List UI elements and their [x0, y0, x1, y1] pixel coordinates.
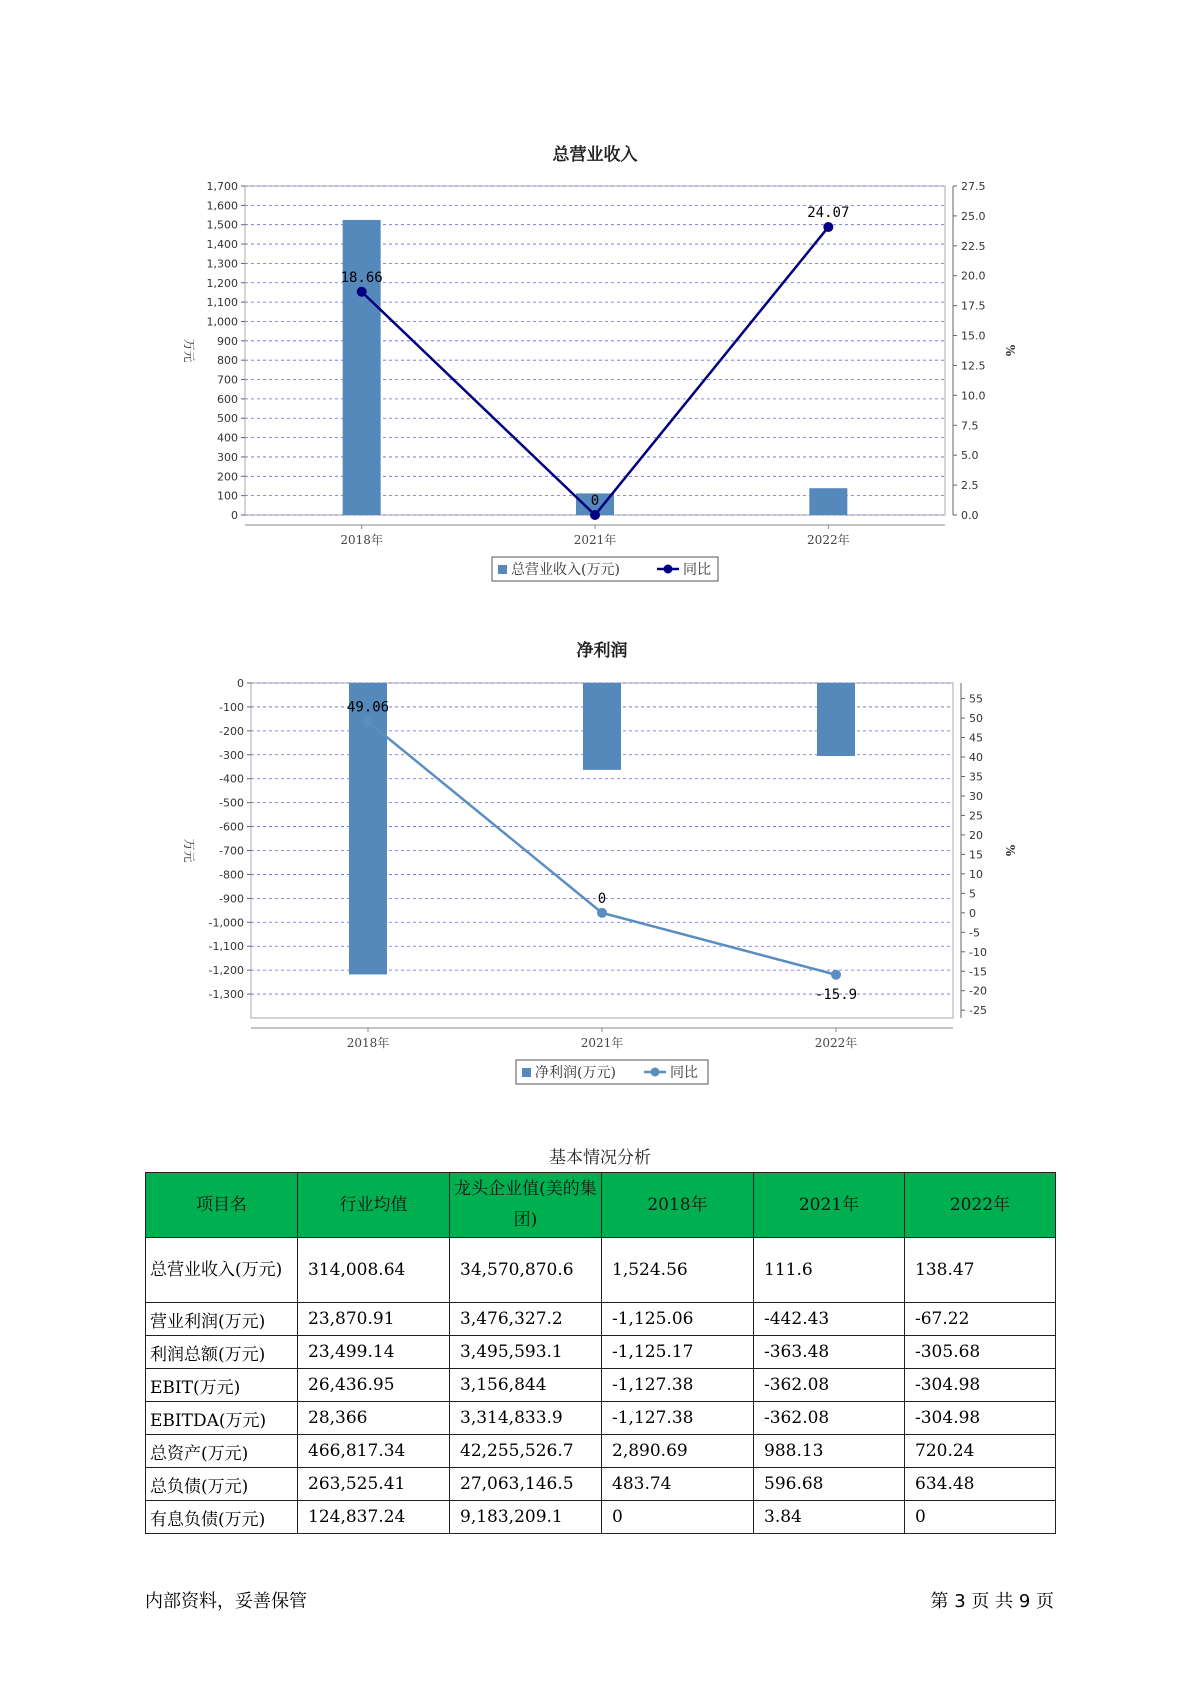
footer-page-number: 第 3 页 共 9 页 — [930, 1591, 1054, 1612]
cell-value: 42,255,526.7 — [450, 1435, 602, 1468]
cell-value: -362.08 — [754, 1369, 905, 1402]
cell-value: 26,436.95 — [298, 1369, 450, 1402]
y-axis-title: 万元 — [182, 338, 196, 363]
y2-tick-label: 7.5 — [961, 419, 979, 433]
table-row — [146, 1468, 1056, 1501]
y2-tick-label: 15.0 — [961, 329, 986, 343]
cell-value: 3,476,327.2 — [450, 1303, 602, 1336]
y-tick-label: 0 — [231, 509, 238, 522]
y2-tick-label: -10 — [969, 945, 987, 959]
y2-tick-label: 25.0 — [961, 209, 986, 223]
y2-tick-label: -25 — [969, 1004, 987, 1018]
y2-axis-title: % — [1003, 844, 1017, 857]
header-item-name: 项目名 — [146, 1173, 298, 1238]
legend-label: 同比 — [670, 1065, 698, 1081]
line-point — [823, 222, 833, 232]
legend-swatch-point — [651, 1068, 660, 1077]
legend — [492, 557, 718, 581]
line-point — [357, 287, 367, 297]
chart-title: 总营业收入 — [552, 145, 638, 165]
cell-value: 0 — [905, 1501, 1056, 1534]
legend — [516, 1060, 708, 1084]
legend-label: 净利润(万元) — [535, 1065, 616, 1081]
y-tick-label: 1,200 — [206, 276, 238, 290]
y2-tick-label: 5.0 — [961, 449, 979, 463]
table-row — [146, 1435, 1056, 1468]
y-tick-label: -800 — [219, 868, 244, 882]
legend-swatch-bar — [498, 565, 507, 574]
y-tick-label: -1,000 — [208, 916, 244, 930]
y-tick-label: 800 — [217, 354, 238, 368]
x-tick-label: 2021年 — [573, 533, 617, 547]
bar — [809, 488, 847, 515]
footer-confidential: 内部资料，妥善保管 — [145, 1591, 307, 1612]
table-row — [146, 1238, 1056, 1303]
legend-label: 同比 — [683, 562, 711, 578]
y-tick-label: -300 — [219, 748, 244, 762]
y2-tick-label: 45 — [969, 731, 983, 745]
bar — [340, 220, 383, 515]
table-row — [146, 1369, 1056, 1402]
y-tick-label: -1,100 — [208, 940, 244, 954]
y2-tick-label: 12.5 — [961, 359, 986, 373]
basic-analysis-table — [145, 1172, 1056, 1534]
y-tick-label: 1,100 — [206, 296, 238, 310]
y-tick-label: -700 — [219, 844, 244, 858]
y2-tick-label: 25 — [969, 809, 983, 823]
y-tick-label: 1,000 — [206, 315, 238, 329]
cell-item: 营业利润(万元) — [146, 1303, 298, 1336]
legend-swatch-bar — [522, 1068, 531, 1077]
legend-label: 总营业收入(万元) — [511, 562, 620, 578]
y-tick-label: 1,700 — [206, 180, 238, 193]
y2-tick-label: -20 — [969, 984, 987, 998]
cell-value: 263,525.41 — [298, 1468, 450, 1501]
cell-value: 0 — [602, 1501, 754, 1534]
line-point — [597, 908, 607, 918]
y2-tick-label: 20.0 — [961, 269, 986, 283]
y-tick-label: 600 — [217, 392, 238, 406]
cell-value: 2,890.69 — [602, 1435, 754, 1468]
y2-tick-label: 15 — [969, 848, 983, 862]
y-tick-label: -500 — [219, 796, 244, 810]
chart-title: 净利润 — [576, 641, 628, 661]
cell-value: -305.68 — [905, 1336, 1056, 1369]
cell-value: 23,870.91 — [298, 1303, 450, 1336]
y-tick-label: -400 — [219, 772, 244, 786]
revenue-chart — [0, 130, 1191, 600]
y-tick-label: -100 — [219, 700, 244, 714]
header-2021: 2021年 — [754, 1173, 905, 1238]
x-tick-label: 2022年 — [814, 1036, 858, 1050]
x-tick-label: 2022年 — [807, 533, 850, 547]
y-tick-label: 0 — [237, 677, 244, 690]
line-point — [831, 970, 841, 980]
cell-value: -363.48 — [754, 1336, 905, 1369]
cell-value: 138.47 — [905, 1238, 1056, 1303]
y2-tick-label: -15 — [969, 965, 987, 979]
cell-value: 466,817.34 — [298, 1435, 450, 1468]
data-label: 0 — [597, 890, 607, 907]
y-tick-label: 1,600 — [206, 199, 238, 213]
y-tick-label: -600 — [219, 820, 244, 834]
table-row — [146, 1402, 1056, 1435]
bar — [817, 683, 855, 756]
header-industry-avg: 行业均值 — [298, 1173, 450, 1238]
y-tick-label: 300 — [217, 450, 238, 464]
data-label: 24.07 — [807, 205, 850, 222]
cell-value: 720.24 — [905, 1435, 1056, 1468]
cell-value: 34,570,870.6 — [450, 1238, 602, 1303]
cell-value: 3.84 — [754, 1501, 905, 1534]
y-tick-label: 1,300 — [206, 257, 238, 271]
cell-value: 988.13 — [754, 1435, 905, 1468]
cell-value: 314,008.64 — [298, 1238, 450, 1303]
cell-value: -362.08 — [754, 1402, 905, 1435]
y2-tick-label: 17.5 — [961, 299, 986, 313]
y2-tick-label: 40 — [969, 751, 983, 765]
table-header-row — [146, 1173, 1056, 1238]
cell-value: 483.74 — [602, 1468, 754, 1501]
cell-item: 总资产(万元) — [146, 1435, 298, 1468]
cell-value: -304.98 — [905, 1369, 1056, 1402]
table-row — [146, 1336, 1056, 1369]
y2-tick-label: 30 — [969, 789, 983, 803]
y-tick-label: -1,300 — [208, 988, 244, 1002]
net-profit-chart — [0, 630, 1191, 1100]
y2-tick-label: 20 — [969, 828, 983, 842]
y2-tick-label: 22.5 — [961, 239, 986, 253]
cell-value: 27,063,146.5 — [450, 1468, 602, 1501]
cell-value: -442.43 — [754, 1303, 905, 1336]
y-tick-label: -1,200 — [208, 964, 244, 978]
y2-axis-title: % — [1003, 344, 1017, 357]
y2-tick-label: 0 — [969, 906, 976, 920]
cell-item: EBIT(万元) — [146, 1369, 298, 1402]
cell-value: 9,183,209.1 — [450, 1501, 602, 1534]
y-tick-label: 400 — [217, 431, 238, 445]
x-tick-label: 2018年 — [340, 533, 383, 547]
cell-value: 3,156,844 — [450, 1369, 602, 1402]
y2-tick-label: 10 — [969, 867, 983, 881]
y-tick-label: -200 — [219, 724, 244, 738]
y2-tick-label: -5 — [969, 926, 980, 940]
y2-tick-label: 55 — [969, 692, 983, 706]
cell-value: 634.48 — [905, 1468, 1056, 1501]
cell-item: 利润总额(万元) — [146, 1336, 298, 1369]
bar — [583, 683, 621, 770]
header-2018: 2018年 — [602, 1173, 754, 1238]
line-point — [363, 717, 373, 727]
cell-value: -1,125.17 — [602, 1336, 754, 1369]
cell-value: 3,495,593.1 — [450, 1336, 602, 1369]
cell-item: 有息负债(万元) — [146, 1501, 298, 1534]
cell-value: 111.6 — [754, 1238, 905, 1303]
y2-tick-label: 27.5 — [961, 180, 986, 193]
y-tick-label: 1,500 — [206, 218, 238, 232]
y-tick-label: 700 — [217, 373, 238, 387]
data-label: -15.9 — [814, 986, 858, 1003]
header-2022: 2022年 — [905, 1173, 1056, 1238]
cell-item: 总营业收入(万元) — [146, 1238, 298, 1303]
y-tick-label: 1,400 — [206, 238, 238, 252]
cell-item: EBITDA(万元) — [146, 1402, 298, 1435]
header-leader-value: 龙头企业值(美的集团) — [450, 1173, 602, 1238]
data-label: 0 — [590, 493, 600, 509]
x-tick-label: 2018年 — [346, 1036, 390, 1050]
cell-item: 总负债(万元) — [146, 1468, 298, 1501]
table-row — [146, 1303, 1056, 1336]
y2-tick-label: 2.5 — [961, 479, 979, 493]
line-point — [590, 510, 600, 520]
y2-tick-label: 10.0 — [961, 389, 986, 403]
data-label: 49.06 — [346, 699, 390, 716]
cell-value: -1,127.38 — [602, 1402, 754, 1435]
y2-tick-label: 35 — [969, 770, 983, 784]
cell-value: -1,125.06 — [602, 1303, 754, 1336]
y2-tick-label: 50 — [969, 712, 983, 726]
table-caption: 基本情况分析 — [549, 1148, 651, 1168]
cell-value: 1,524.56 — [602, 1238, 754, 1303]
cell-value: -1,127.38 — [602, 1369, 754, 1402]
y-tick-label: 100 — [217, 489, 238, 503]
cell-value: 596.68 — [754, 1468, 905, 1501]
y2-tick-label: 0.0 — [961, 509, 979, 522]
y-tick-label: 200 — [217, 470, 238, 484]
cell-value: 3,314,833.9 — [450, 1402, 602, 1435]
cell-value: 124,837.24 — [298, 1501, 450, 1534]
y-tick-label: -900 — [219, 892, 244, 906]
table-row — [146, 1501, 1056, 1534]
data-label: 18.66 — [340, 269, 383, 286]
y-tick-label: 500 — [217, 412, 238, 426]
cell-value: -304.98 — [905, 1402, 1056, 1435]
y-axis-title: 万元 — [182, 838, 196, 863]
cell-value: 28,366 — [298, 1402, 450, 1435]
cell-value: -67.22 — [905, 1303, 1056, 1336]
cell-value: 23,499.14 — [298, 1336, 450, 1369]
y-tick-label: 900 — [217, 334, 238, 348]
legend-swatch-point — [664, 565, 673, 574]
x-tick-label: 2021年 — [580, 1036, 624, 1050]
y2-tick-label: 5 — [969, 887, 976, 901]
